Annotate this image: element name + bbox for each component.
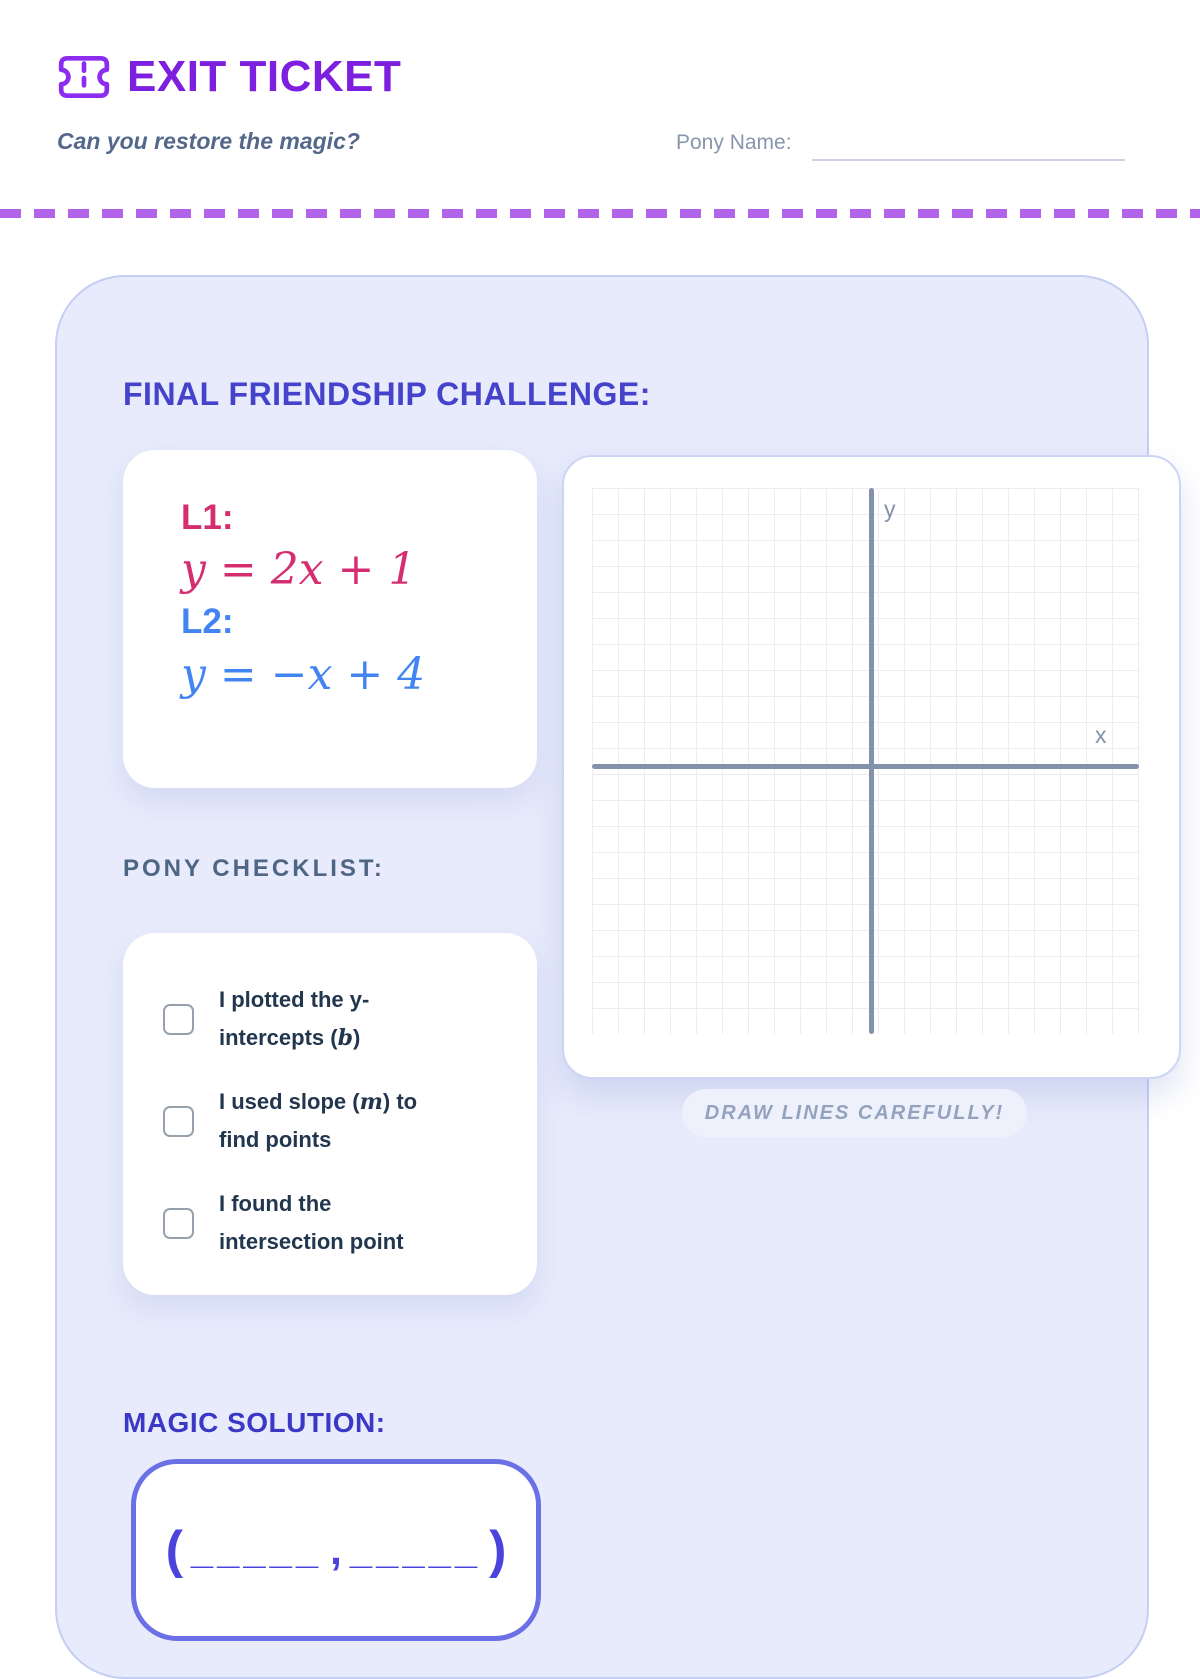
checklist-item (123, 1185, 537, 1261)
challenge-heading: FINAL FRIENDSHIP CHALLENGE: (123, 375, 651, 412)
solution-separator: , (330, 1526, 342, 1573)
checkbox-used-slope[interactable] (163, 1106, 194, 1137)
graph-card (562, 455, 1181, 1079)
equations-card (123, 450, 537, 788)
x-axis-label: x (1095, 722, 1107, 748)
page-title: EXIT TICKET (127, 52, 402, 101)
line1-equation: y = 2x + 1 (181, 544, 417, 596)
line2-label: L2: (181, 602, 234, 642)
checklist-item-label: I used slope (m) to find points (219, 1089, 418, 1152)
math-var-b: b (337, 1025, 353, 1051)
y-axis-label: y (884, 496, 896, 522)
checklist-item (123, 981, 537, 1057)
pony-name-label: Pony Name: (676, 131, 792, 154)
page-subtitle: Can you restore the magic? (57, 128, 360, 154)
solution-y-blank[interactable]: _____ (349, 1528, 482, 1572)
checkbox-plotted-intercepts[interactable] (163, 1004, 194, 1035)
checkbox-found-intersection[interactable] (163, 1208, 194, 1239)
solution-box (131, 1459, 541, 1641)
checklist-item-label: I found the intersection point (219, 1191, 404, 1254)
graph-canvas[interactable] (592, 488, 1139, 1034)
checklist-card (123, 933, 537, 1295)
open-paren: ( (165, 1521, 183, 1579)
y-axis-line (869, 488, 874, 1034)
page-header (57, 52, 401, 102)
line1-label: L1: (181, 498, 234, 537)
pony-name-field[interactable] (812, 130, 1125, 161)
x-axis-line (592, 764, 1139, 769)
math-var-m: m (359, 1089, 383, 1115)
solution-heading: MAGIC SOLUTION: (123, 1407, 386, 1438)
challenge-panel (55, 275, 1149, 1679)
dashed-divider (0, 209, 1200, 218)
checklist-item (123, 1083, 537, 1159)
graph-note: DRAW LINES CAREFULLY! (682, 1089, 1027, 1137)
checklist-item-label: I plotted the y-intercepts (b) (219, 987, 370, 1051)
checklist-heading: PONY CHECKLIST: (123, 855, 385, 882)
line2-equation: y = −x + 4 (181, 648, 426, 700)
solution-x-blank[interactable]: _____ (190, 1528, 323, 1572)
ticket-icon (57, 54, 111, 100)
close-paren: ) (489, 1521, 507, 1579)
